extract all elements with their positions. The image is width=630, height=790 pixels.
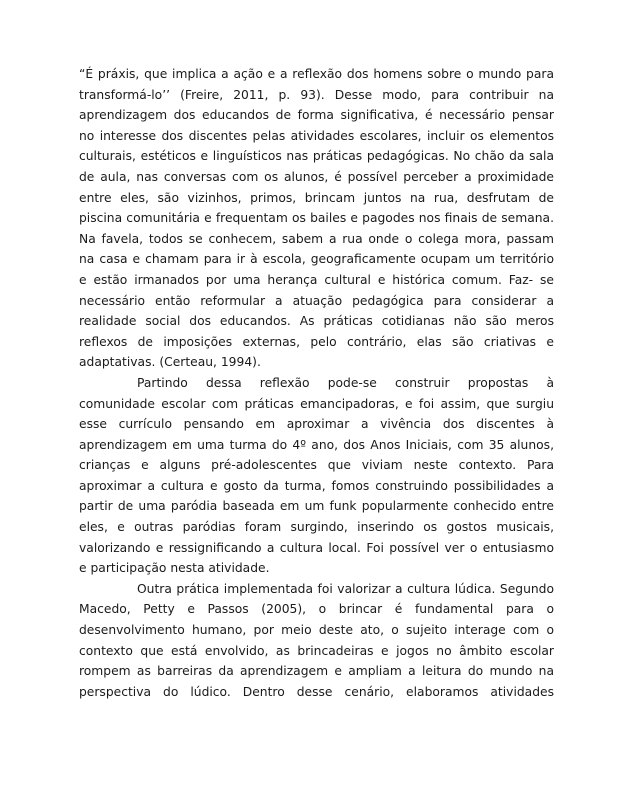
text-line: contexto que está envolvido, as brincadeiras e jogos no âmbito escolar xyxy=(79,643,554,658)
text-line: Na favela, todos se conhecem, sabem a rua onde o colega mora, passam xyxy=(79,231,554,246)
text-line: crianças e alguns pré-adolescentes que viviam neste contexto. Para xyxy=(79,458,554,473)
text-line: piscina comunitária e frequentam os bailes e pagodes nos finais de semana. xyxy=(79,211,554,226)
body-text xyxy=(79,64,554,702)
text-line: de aula, nas conversas com os alunos, é possível perceber a proximidade xyxy=(79,169,554,184)
text-line: transformá-lo’’ (Freire, 2011, p. 93). Desse modo, para contribuir na xyxy=(79,87,554,102)
text-line: entre eles, são vizinhos, primos, brincam juntos na rua, desfrutam de xyxy=(79,190,554,205)
text-line: comunidade escolar com práticas emancipadoras, e foi assim, que surgiu xyxy=(79,396,554,411)
text-line: “É práxis, que implica a ação e a reflexão dos homens sobre o mundo para xyxy=(79,67,554,81)
text-line: reflexos de imposições externas, pelo contrário, elas são criativas e xyxy=(79,334,554,349)
text-line: esse currículo pensando em aproximar a vivência dos discentes à xyxy=(79,417,554,432)
text-line: aprendizagem em uma turma do 4º ano, dos Anos Iniciais, com 35 alunos, xyxy=(79,437,554,452)
text-line: no interesse dos discentes pelas atividades escolares, incluir os elementos xyxy=(79,128,554,143)
text-line: rompem as barreiras da aprendizagem e ampliam a leitura do mundo na xyxy=(79,664,554,679)
text-line: na casa e chamam para ir à escola, geograficamente ocupam um território xyxy=(79,252,554,267)
text-line: adaptativas. (Certeau, 1994). xyxy=(79,355,261,370)
text-line: realidade social dos educandos. As práticas cotidianas não são meros xyxy=(79,314,554,329)
text-line: aprendizagem dos educandos de forma significativa, é necessário pensar xyxy=(79,108,554,123)
text-line: culturais, estéticos e linguísticos nas práticas pedagógicas. No chão da sala xyxy=(79,149,554,164)
text-line: partir de uma paródia baseada em um funk popularmente conhecido entre xyxy=(79,499,554,514)
text-line: e participação nesta atividade. xyxy=(79,561,270,576)
text-line: perspectiva do lúdico. Dentro desse cenário, elaboramos atividades xyxy=(79,684,554,699)
text-line: desenvolvimento humano, por meio deste ato, o sujeito interage com o xyxy=(79,623,554,638)
text-line: e estão irmanados por uma herança cultural e histórica comum. Faz- se xyxy=(79,272,554,287)
text-line: necessário então reformular a atuação pedagógica para considerar a xyxy=(79,293,554,308)
text-line: Macedo, Petty e Passos (2005), o brincar é fundamental para o xyxy=(79,602,554,617)
text-line: valorizando e ressignificando a cultura local. Foi possível ver o entusiasmo xyxy=(79,540,554,555)
paragraph-3 xyxy=(79,579,554,703)
text-line: Outra prática implementada foi valorizar a cultura lúdica. Segundo xyxy=(137,581,554,596)
text-line: eles, e outras paródias foram surgindo, inserindo os gostos musicais, xyxy=(79,520,554,535)
paragraph-1 xyxy=(79,64,554,373)
text-line: Partindo dessa reflexão pode-se construir propostas à xyxy=(137,375,554,390)
paragraph-2 xyxy=(79,373,554,579)
text-line: aproximar a cultura e gosto da turma, fomos construindo possibilidades a xyxy=(79,478,554,493)
